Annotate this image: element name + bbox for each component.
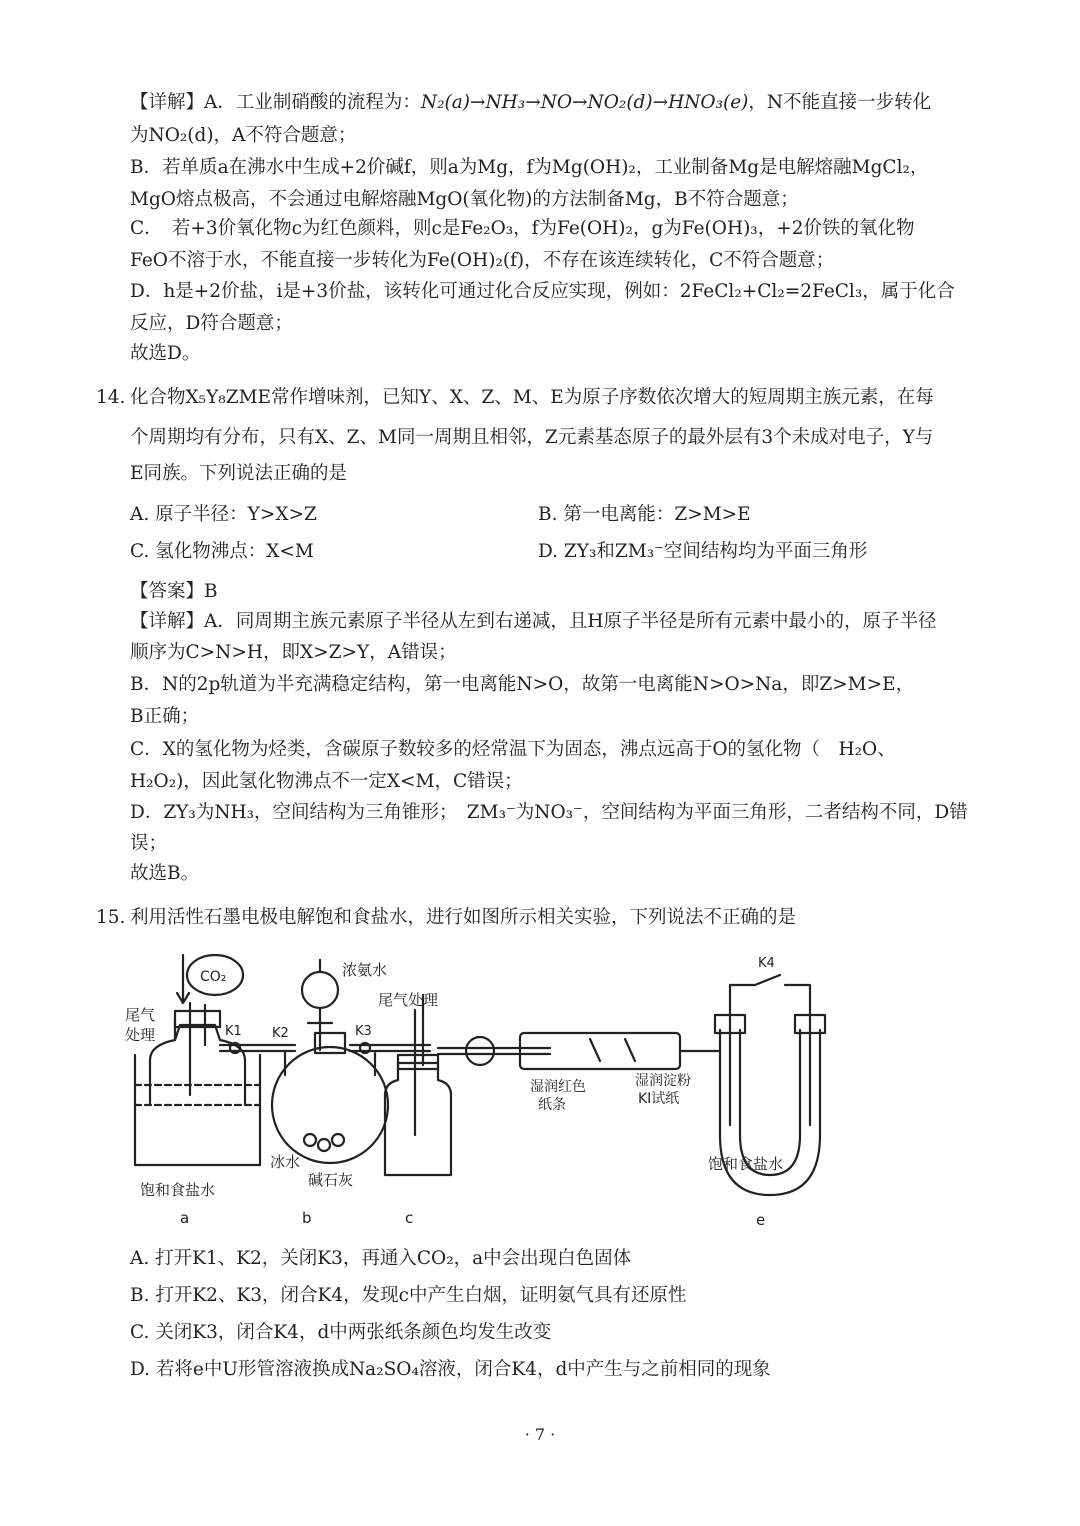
q14-explain-D1: D．ZY₃为NH₃，空间结构为三角锥形； ZM₃⁻为NO₃⁻，空间结构为平面三角形，二者结构不同，D错 — [130, 802, 968, 823]
label-k1: K1 — [225, 1024, 242, 1039]
label-e: e — [756, 1211, 766, 1229]
explain13-line-D1: D．h是+2价盐，i是+3价盐，该转化可通过化合反应实现，例如：2FeCl₂+Cl₂=2FeCl₃，属于化合 — [130, 281, 955, 302]
label-wet-ki-2: KI试纸 — [638, 1091, 680, 1107]
q14-answer: 【答案】B — [130, 581, 218, 602]
label-k4: K4 — [758, 956, 775, 971]
q15-option-d[interactable]: D. 若将e中U形管溶液换成Na₂SO₄溶液，闭合K4，d中产生与之前相同的现象 — [130, 1359, 771, 1380]
label-soda-lime: 碱石灰 — [308, 1171, 354, 1189]
q14-option-a[interactable]: A. 原子半径：Y>X>Z — [130, 504, 317, 525]
q15-stem: 利用活性石墨电极电解饱和食盐水，进行如图所示相关实验，下列说法不正确的是 — [130, 907, 797, 928]
label-b: b — [302, 1209, 312, 1227]
label-c: c — [405, 1209, 414, 1227]
label-tail-left-1: 尾气 — [125, 1006, 156, 1024]
q14-number: 14. — [96, 387, 126, 408]
label-k2: K2 — [272, 1026, 289, 1041]
explain13-line-A1: 【详解】A．工业制硝酸的流程为：N₂(a)→NH₃→NO→NO₂(d)→HNO₃(e)，N不能直接一步转化 — [130, 92, 932, 113]
q14-explain-D2: 误； — [130, 833, 168, 854]
q14-stem-3: E同族。下列说法正确的是 — [130, 463, 348, 484]
explain13-line-B2: MgO熔点极高，不会通过电解熔融MgO(氧化物)的方法制备Mg，B不符合题意； — [130, 189, 799, 210]
q14-option-b[interactable]: B. 第一电离能：Z>M>E — [538, 504, 751, 525]
apparatus-figure — [120, 945, 840, 1235]
label-ice-water: 冰水 — [270, 1153, 301, 1171]
q15-option-a[interactable]: A. 打开K1、K2，关闭K3，再通入CO₂，a中会出现白色固体 — [130, 1248, 632, 1269]
explain13-line-D2: 反应，D符合题意； — [130, 313, 293, 334]
q14-stem-1: 化合物X₅Y₈ZME常作增味剂，已知Y、X、Z、M、E为原子序数依次增大的短周期主族元素，在每 — [130, 387, 934, 408]
q14-explain-B1: B．N的2p轨道为半充满稳定结构，第一电离能N>O，故第一电离能N>O>Na，即Z>M>E， — [130, 674, 915, 695]
q15-number: 15. — [96, 907, 126, 928]
label-a: a — [180, 1209, 190, 1227]
explain13-line-C2: FeO不溶于水，不能直接一步转化为Fe(OH)₂(f)，不存在该连续转化，C不符合题意； — [130, 250, 835, 271]
q14-explain-A1: 【详解】A．同周期主族元素原子半径从左到右递减，且H原子半径是所有元素中最小的，原子半径 — [130, 611, 937, 632]
explain13-end: 故选D。 — [130, 343, 201, 364]
q14-explain-A2: 顺序为C>N>H，即X>Z>Y，A错误； — [130, 642, 457, 663]
explain13-line-C1: C． 若+3价氧化物c为红色颜料，则c是Fe₂O₃，f为Fe(OH)₂，g为Fe(OH)₃，+2价铁的氧化物 — [130, 218, 915, 239]
label-brine-right: 饱和食盐水 — [708, 1155, 784, 1173]
explain-label: 【详解】 — [130, 611, 205, 632]
explain13-line-A2: 为NO₂(d)，A不符合题意； — [130, 125, 357, 146]
label-wet-red-1: 湿润红色 — [530, 1079, 586, 1095]
q14-explain-C2: H₂O₂)，因此氢化物沸点不一定X<M，C错误； — [130, 771, 523, 792]
label-k3: K3 — [355, 1024, 372, 1039]
label-conc-ammonia: 浓氨水 — [342, 961, 388, 979]
label-wet-ki-1: 湿润淀粉 — [635, 1073, 691, 1089]
explain-label: 【详解】 — [130, 92, 205, 113]
label-tail-left-2: 处理 — [125, 1026, 156, 1044]
q15-option-c[interactable]: C. 关闭K3，闭合K4，d中两张纸条颜色均发生改变 — [130, 1322, 552, 1343]
q14-stem-2: 个周期均有分布，只有X、Z、M同一周期且相邻，Z元素基态原子的最外层有3个未成对电子，Y与 — [130, 427, 934, 448]
label-tail-top: 尾气处理 — [378, 991, 439, 1009]
explain13-line-B1: B．若单质a在沸水中生成+2价碱f，则a为Mg，f为Mg(OH)₂，工业制备Mg是电解熔融MgCl₂， — [130, 157, 929, 178]
q14-explain-C1: C．X的氢化物为烃类，含碳原子数较多的烃常温下为固态，沸点远高于O的氢化物（ H₂O、 — [130, 739, 896, 760]
q14-option-c[interactable]: C. 氢化物沸点：X<M — [130, 541, 314, 562]
q14-option-d[interactable]: D. ZY₃和ZM₃⁻空间结构均为平面三角形 — [538, 541, 868, 562]
label-brine-left: 饱和食盐水 — [140, 1181, 216, 1199]
q15-option-b[interactable]: B. 打开K2、K3，闭合K4，发现c中产生白烟，证明氨气具有还原性 — [130, 1285, 687, 1306]
formula-flow: N₂(a)→NH₃→NO→NO₂(d)→HNO₃(e) — [420, 92, 749, 113]
q14-explain-end: 故选B。 — [130, 863, 200, 884]
q14-explain-B2: B正确； — [130, 706, 200, 727]
label-wet-red-2: 纸条 — [538, 1097, 566, 1113]
label-co2: CO₂ — [200, 969, 227, 985]
page-number: · 7 · — [524, 1425, 556, 1444]
